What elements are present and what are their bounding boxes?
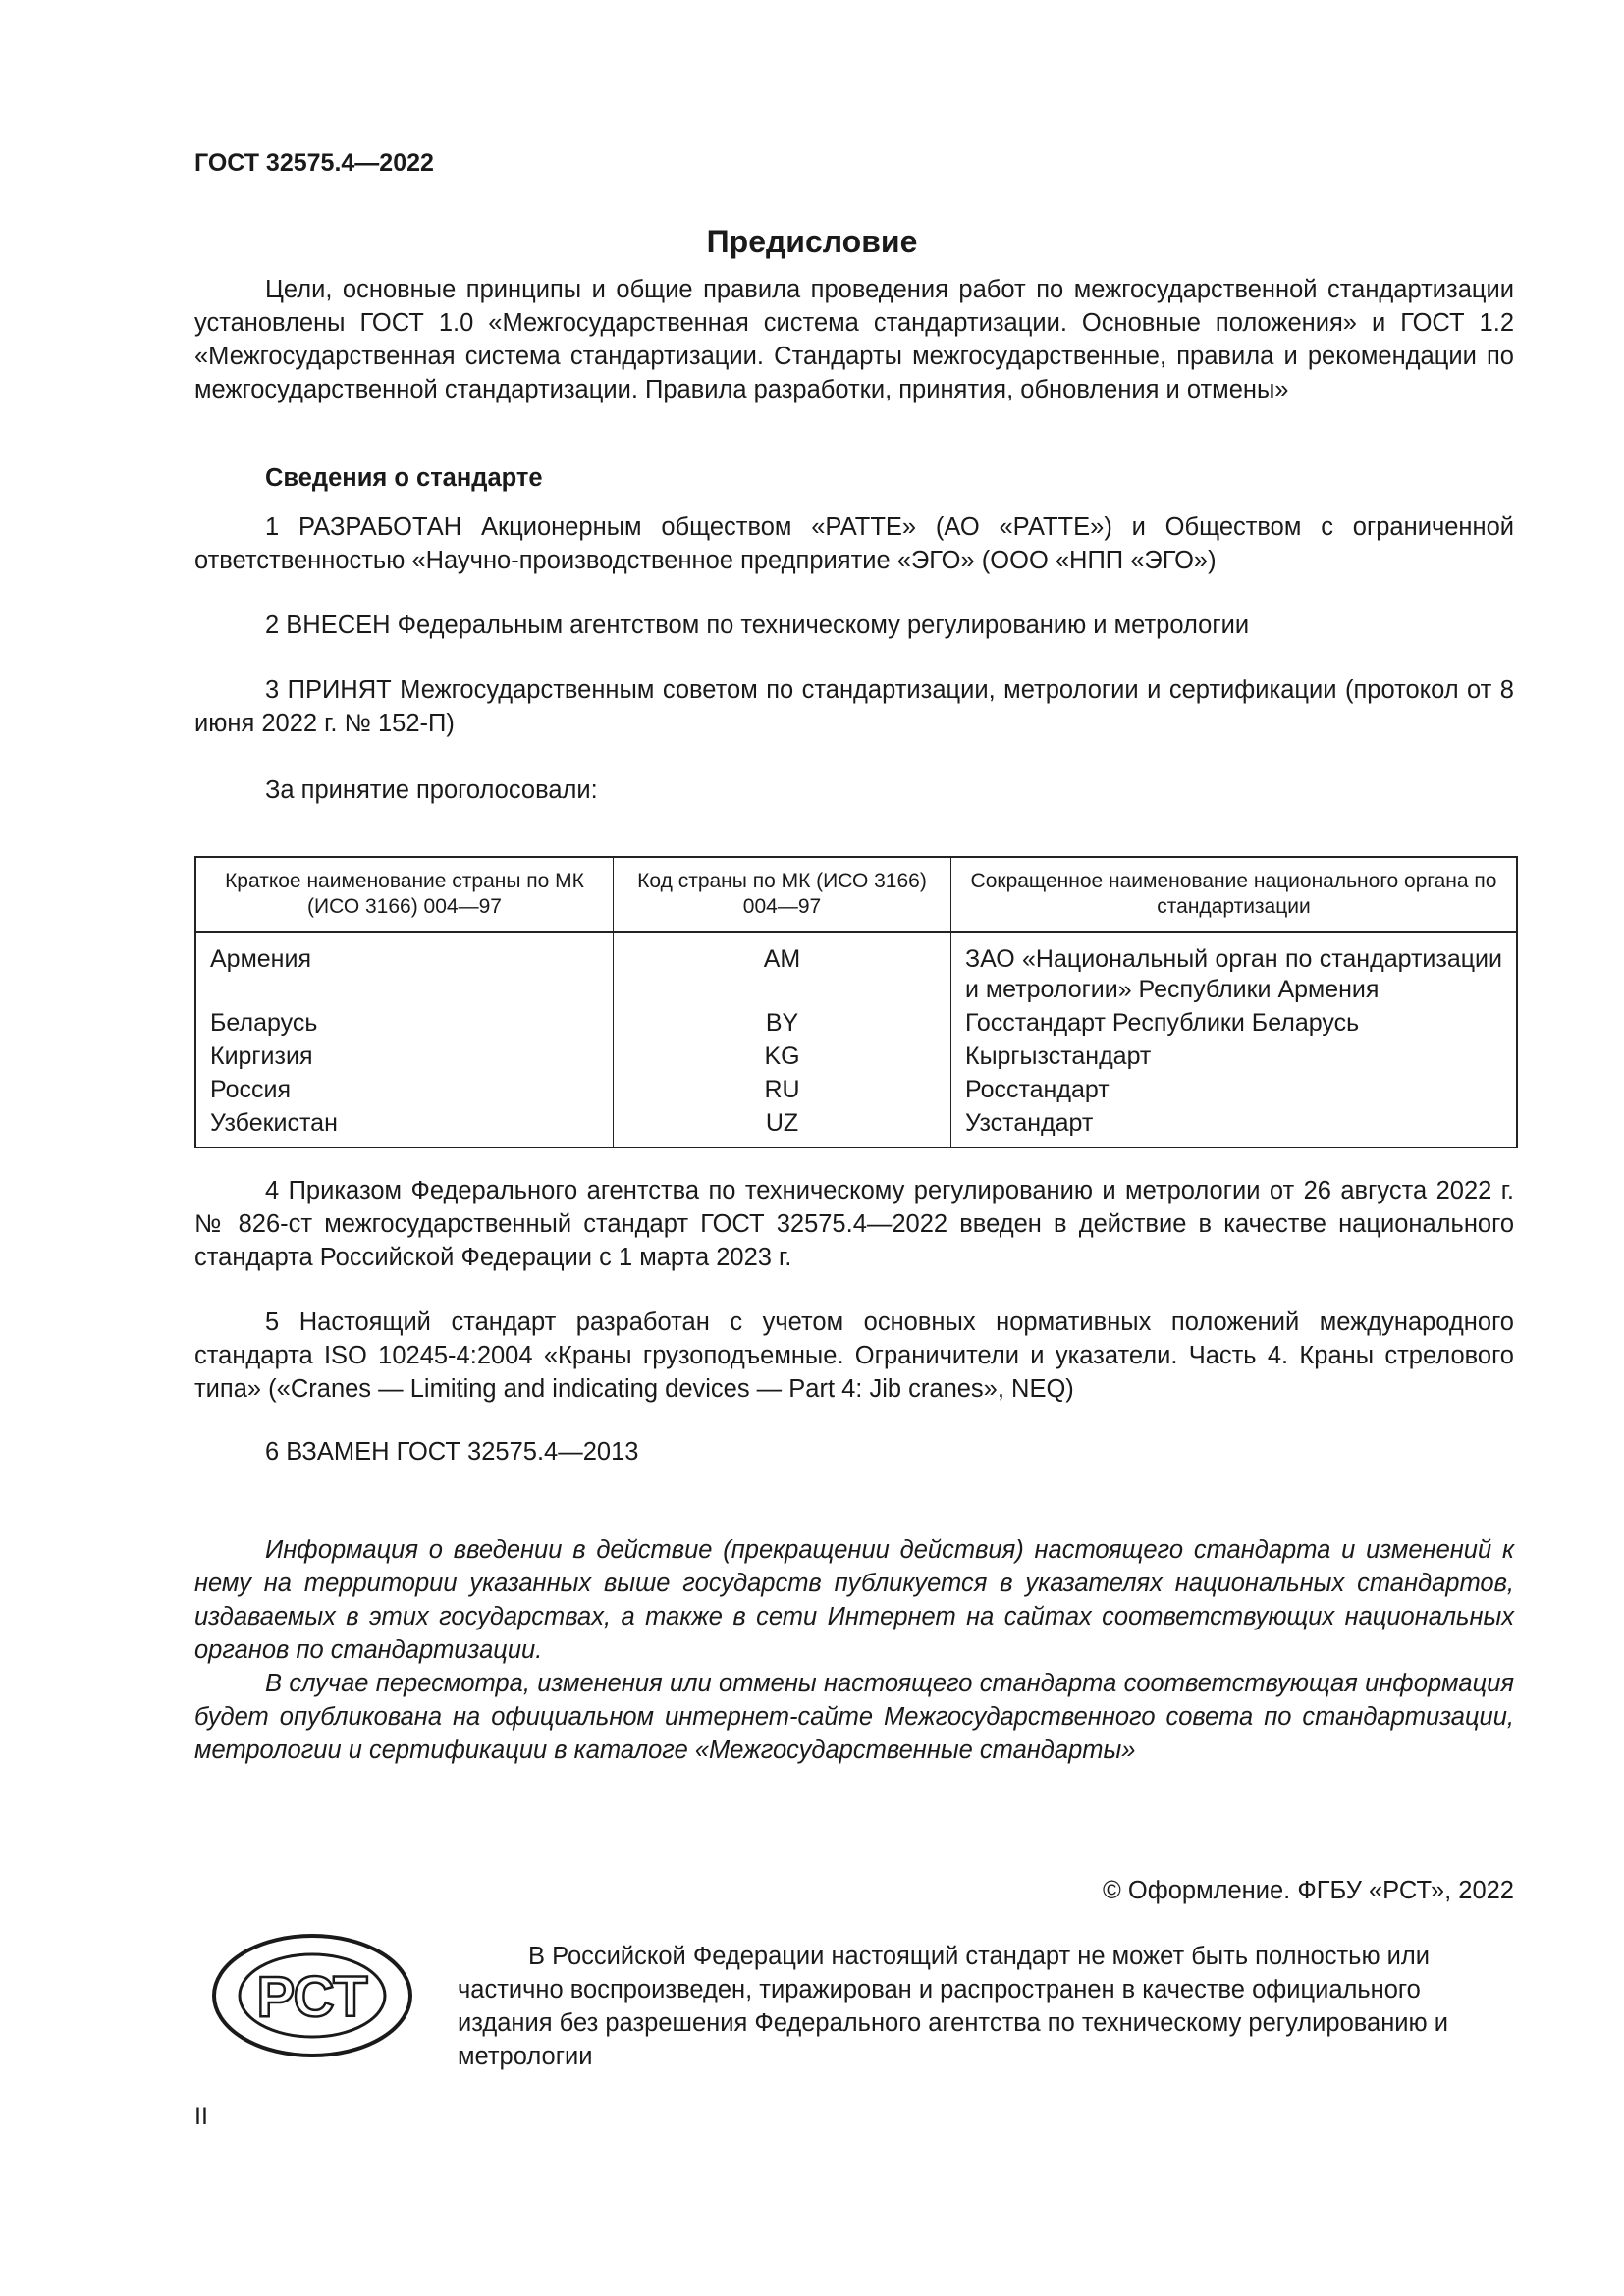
table-row [195,1072,1517,1105]
column-header-body: Сокращенное наименование национального органа по стандартизации [951,857,1518,932]
column-header-code: Код страны по МК (ИСО 3166) 004—97 [614,857,951,932]
document-header: ГОСТ 32575.4—2022 [194,149,434,177]
info-paragraph-2: В случае пересмотра, изменения или отмены настоящего стандарта соответствующая информация будет опубликована на официальном интернет-сайте Межгосударственного совета по стандартизации, метрологии и сертификации в каталоге «Межгосударственные стандарты» [194,1670,1514,1764]
country-cell: Армения [195,932,614,1005]
info-paragraph-1: Информация о введении в действие (прекращении действия) настоящего стандарта и изменений к нему на территории указанных выше государств публикуется в указателях национальных стандартов, издаваемых в этих государствах, а также в сети Интернет на сайтах соответствующих национальных органов по стандартизации. [194,1536,1514,1664]
item-1: 1 РАЗРАБОТАН Акционерным обществом «РАТТЕ» (АО «РАТТЕ») и Обществом с ограниченной ответственностью «Научно-производственное предприятие «ЭГО» (ООО «НПП «ЭГО») [194,513,1514,574]
svg-text:РСТ: РСТ [256,1965,368,2029]
body-cell: Росстандарт [965,1076,1110,1103]
table-row [195,932,1517,1005]
copyright-line: © Оформление. ФГБУ «РСТ», 2022 [1103,1877,1514,1904]
intro-paragraph: Цели, основные принципы и общие правила проведения работ по межгосударственной стандартизации установлены ГОСТ 1.0 «Межгосударственная система стандартизации. Основные положения» и ГОСТ 1.2 «Межгосударственная система стандартизации. Стандарты межгосударственные, правила и рекомендации по межгосударственной стандартизации. Правила разработки, принятия, обновления и отмены» [194,276,1514,403]
rst-certification-mark-icon [210,1932,414,2059]
code-cell: AM [614,932,951,1005]
item-4: 4 Приказом Федерального агентства по техническому регулированию и метрологии от 26 августа 2022 г. № 826-ст межгосударственный стандарт ГОСТ 32575.4—2022 введен в действие в качестве национального стандарта Российской Федерации с 1 марта 2023 г. [194,1177,1514,1271]
code-cell: UZ [614,1105,951,1148]
column-header-country: Краткое наименование страны по МК (ИСО 3166) 004—97 [195,857,614,932]
code-cell: BY [614,1005,951,1039]
copyright-notice: В Российской Федерации настоящий стандарт не может быть полностью или частично воспроизведен, тиражирован и распространен в качестве официального издания без разрешения Федерального агентства по техническому регулированию и метрологии [458,1943,1448,2070]
code-cell: KG [614,1039,951,1072]
page-number: II [194,2103,208,2130]
item-2: 2 ВНЕСЕН Федеральным агентством по техническому регулированию и метрологии [265,612,1250,639]
code-cell: RU [614,1072,951,1105]
body-cell: Кыргызстандарт [965,1042,1152,1070]
voting-table [194,856,1518,1148]
body-cell: Госстандарт Республики Беларусь [965,1009,1360,1037]
table-row [195,1039,1517,1072]
country-cell: Узбекистан [195,1105,614,1148]
table-header-row [195,857,1517,932]
page-title: Предисловие [706,224,918,259]
item-6: 6 ВЗАМЕН ГОСТ 32575.4—2013 [265,1438,639,1466]
country-cell: Беларусь [195,1005,614,1039]
body-cell: ЗАО «Национальный орган по стандартизации и метрологии» Республики Армения [965,945,1502,1003]
table-row [195,1005,1517,1039]
vote-label: За принятие проголосовали: [265,776,598,804]
table-row [195,1105,1517,1148]
item-3: 3 ПРИНЯТ Межгосударственным советом по стандартизации, метрологии и сертификации (протокол от 8 июня 2022 г. № 152-П) [194,676,1514,737]
country-cell: Киргизия [195,1039,614,1072]
country-cell: Россия [195,1072,614,1105]
item-5: 5 Настоящий стандарт разработан с учетом основных нормативных положений международного стандарта ISO 10245-4:2004 «Краны грузоподъемные. Ограничители и указатели. Часть 4. Краны стрелового типа» («Cranes — Limiting and indicating devices — Part 4: Jib cranes», NEQ) [194,1308,1514,1403]
info-heading: Сведения о стандарте [265,464,543,492]
body-cell: Узстандарт [965,1109,1094,1137]
